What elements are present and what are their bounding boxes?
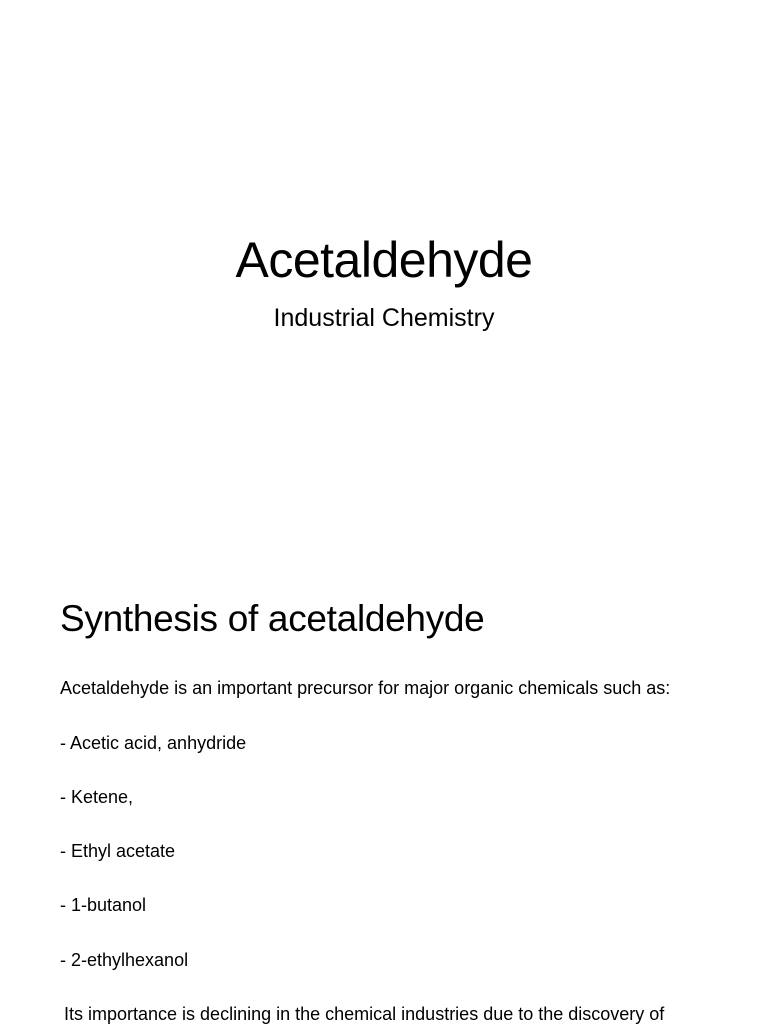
list-item: - 1-butanol xyxy=(60,895,147,915)
list-item: - 2-ethylhexanol xyxy=(60,950,189,970)
slide-title: Acetaldehyde xyxy=(235,232,533,288)
list-item: - Acetic acid, anhydride xyxy=(60,733,247,753)
content-slide xyxy=(0,540,768,1024)
list-item: - Ketene, xyxy=(60,787,134,807)
list-item: - Ethyl acetate xyxy=(60,841,176,861)
slide-subtitle: Industrial Chemistry xyxy=(273,304,495,332)
content-heading: Synthesis of acetaldehyde xyxy=(60,598,485,639)
closing-paragraph: Its importance is declining in the chemical industries due to the discovery of xyxy=(64,1004,665,1024)
intro-paragraph: Acetaldehyde is an important precursor for major organic chemicals such as: xyxy=(60,678,671,698)
